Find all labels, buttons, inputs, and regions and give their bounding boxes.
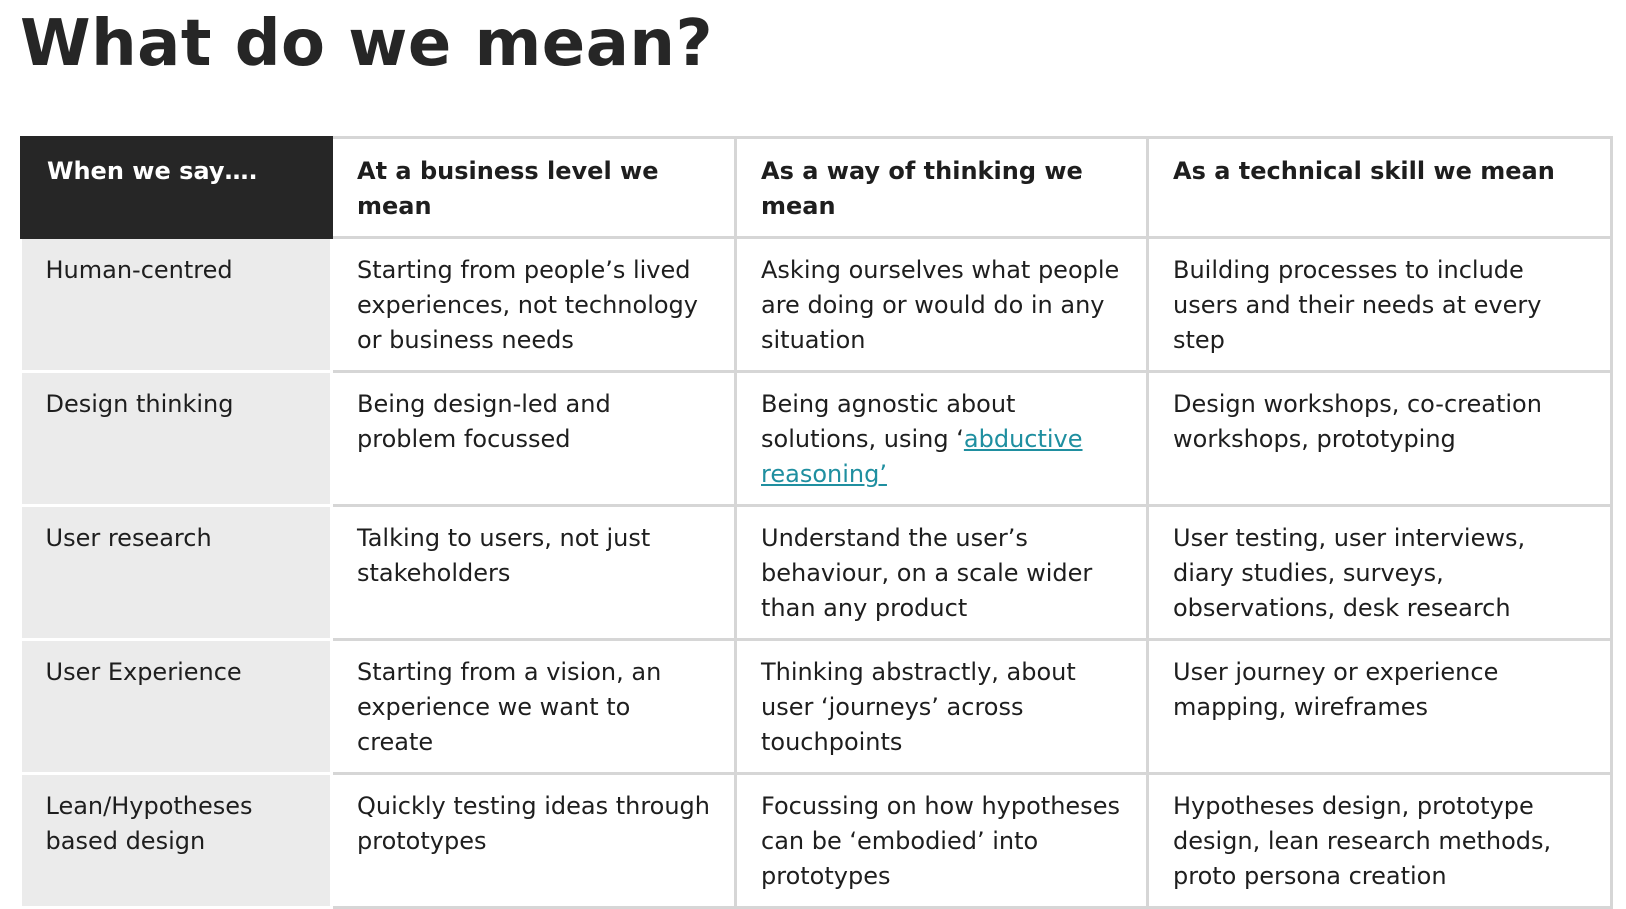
definitions-table [20, 136, 1613, 909]
thinking-cell: Thinking abstractly, about user ‘journeys’ across touchpoints [736, 640, 1148, 774]
thinking-cell: Understand the user’s behaviour, on a scale wider than any product [736, 506, 1148, 640]
header-row [22, 138, 1612, 238]
table-row [22, 372, 1612, 506]
row-term: Human-centred [22, 238, 332, 372]
row-term: User Experience [22, 640, 332, 774]
header-when-we-say: When we say…. [22, 138, 332, 238]
table-row [22, 506, 1612, 640]
thinking-cell: Focussing on how hypotheses can be ‘embodied’ into prototypes [736, 774, 1148, 908]
technical-cell: Hypotheses design, prototype design, lean research methods, proto persona creation [1148, 774, 1612, 908]
header-business-level: At a business level we mean [332, 138, 736, 238]
row-term: User research [22, 506, 332, 640]
technical-cell: User journey or experience mapping, wireframes [1148, 640, 1612, 774]
page-title: What do we mean? [20, 7, 714, 81]
row-term: Design thinking [22, 372, 332, 506]
thinking-cell: Asking ourselves what people are doing or would do in any situation [736, 238, 1148, 372]
abductive-reasoning-link[interactable]: abductive reasoning’ [761, 425, 1083, 488]
header-way-of-thinking: As a way of thinking we mean [736, 138, 1148, 238]
business-cell: Talking to users, not just stakeholders [332, 506, 736, 640]
technical-cell: Design workshops, co-creation workshops, prototyping [1148, 372, 1612, 506]
business-cell: Being design-led and problem focussed [332, 372, 736, 506]
header-technical-skill: As a technical skill we mean [1148, 138, 1612, 238]
business-cell: Starting from people’s lived experiences, not technology or business needs [332, 238, 736, 372]
table-row [22, 238, 1612, 372]
technical-cell: User testing, user interviews, diary studies, surveys, observations, desk research [1148, 506, 1612, 640]
business-cell: Starting from a vision, an experience we want to create [332, 640, 736, 774]
thinking-cell [736, 372, 1148, 506]
business-cell: Quickly testing ideas through prototypes [332, 774, 736, 908]
technical-cell: Building processes to include users and their needs at every step [1148, 238, 1612, 372]
table-row [22, 774, 1612, 908]
table-row [22, 640, 1612, 774]
row-term: Lean/Hypotheses based design [22, 774, 332, 908]
thinking-text: Being agnostic about solutions, using ‘ [761, 390, 1016, 453]
